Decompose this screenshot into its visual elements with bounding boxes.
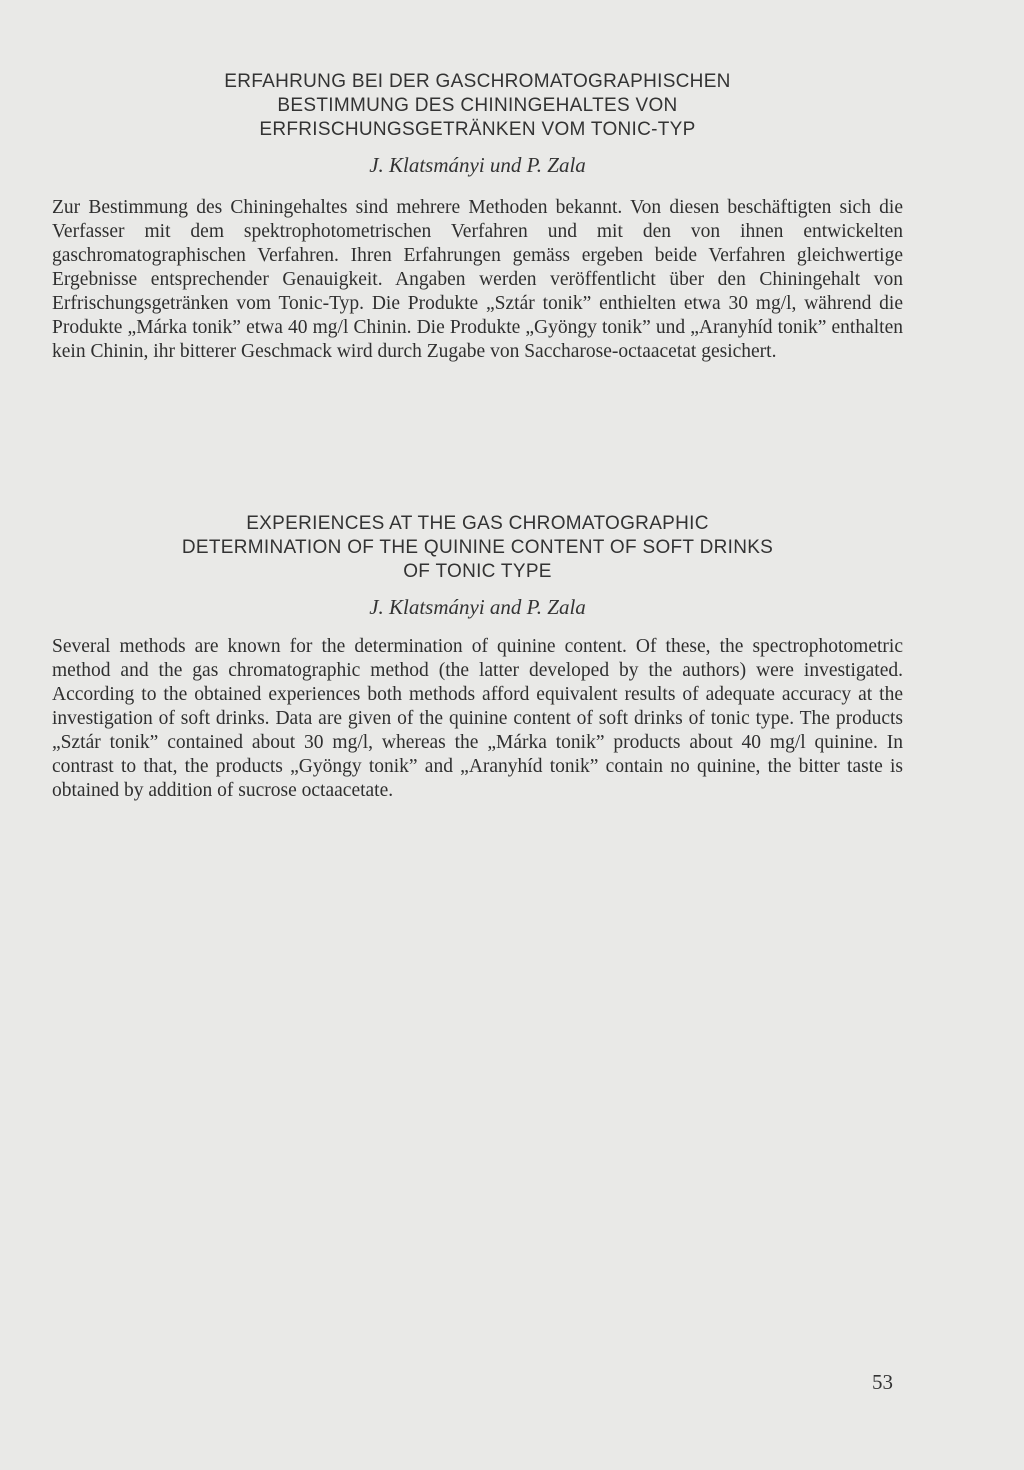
english-authors: J. Klatsmányi and P. Zala xyxy=(369,595,586,619)
german-authors: J. Klatsmányi und P. Zala xyxy=(369,153,586,177)
german-title-line: BESTIMMUNG DES CHININGEHALTES VON xyxy=(277,95,678,116)
english-title-line: DETERMINATION OF THE QUININE CONTENT OF SOFT DRINKS xyxy=(181,537,774,558)
english-title-line: EXPERIENCES AT THE GAS CHROMATOGRAPHIC xyxy=(246,513,709,534)
english-title xyxy=(52,512,903,584)
german-title-line: ERFRISCHUNGSGETRÄNKEN VOM TONIC-TYP xyxy=(259,119,696,140)
page-number: 53 xyxy=(872,1370,893,1394)
german-title xyxy=(52,70,903,142)
english-abstract xyxy=(52,512,903,803)
english-abstract-text: Several methods are known for the determination of quinine content. Of these, the spectrophotometric method and the gas chromatographic method (the latter developed by the authors) were investigated. According to the obtained experiences both methods afford equivalent results of adequate accuracy at the investigation of soft drinks. Data are given of the quinine content of soft drinks of tonic type. The products „Sztár tonik” contained about 30 mg/l, whereas the „Márka tonik” products about 40 mg/l quinine. In contrast to that, the products „Gyöngy tonik” and „Aranyhíd tonik” contain no quinine, the bitter taste is obtained by addition of sucrose octaacetate. xyxy=(52,636,903,801)
german-title-line: ERFAHRUNG BEI DER GASCHROMATOGRAPHISCHEN xyxy=(224,71,731,92)
german-abstract xyxy=(52,70,903,364)
german-abstract-text: Zur Bestimmung des Chiningehaltes sind mehrere Methoden bekannt. Von diesen beschäftigten sich die Verfasser mit dem spektrophotometrischen Verfahren und mit den von ihnen entwickelten gaschromatographischen Verfahren. Ihren Erfahrungen gemäss ergeben beide Verfahren gleichwertige Ergebnisse entsprechender Genauigkeit. Angaben werden veröffentlicht über den Chiningehalt von Erfrischungsgetränken vom Tonic-Typ. Die Produkte „Sztár tonik” enthielten etwa 30 mg/l, während die Produkte „Márka tonik” etwa 40 mg/l Chinin. Die Produkte „Gyöngy tonik” und „Aranyhíd tonik” enthalten kein Chinin, ihr bitterer Geschmack wird durch Zugabe von Saccharose-octaacetat gesichert. xyxy=(52,197,903,362)
english-title-line: OF TONIC TYPE xyxy=(403,561,552,582)
